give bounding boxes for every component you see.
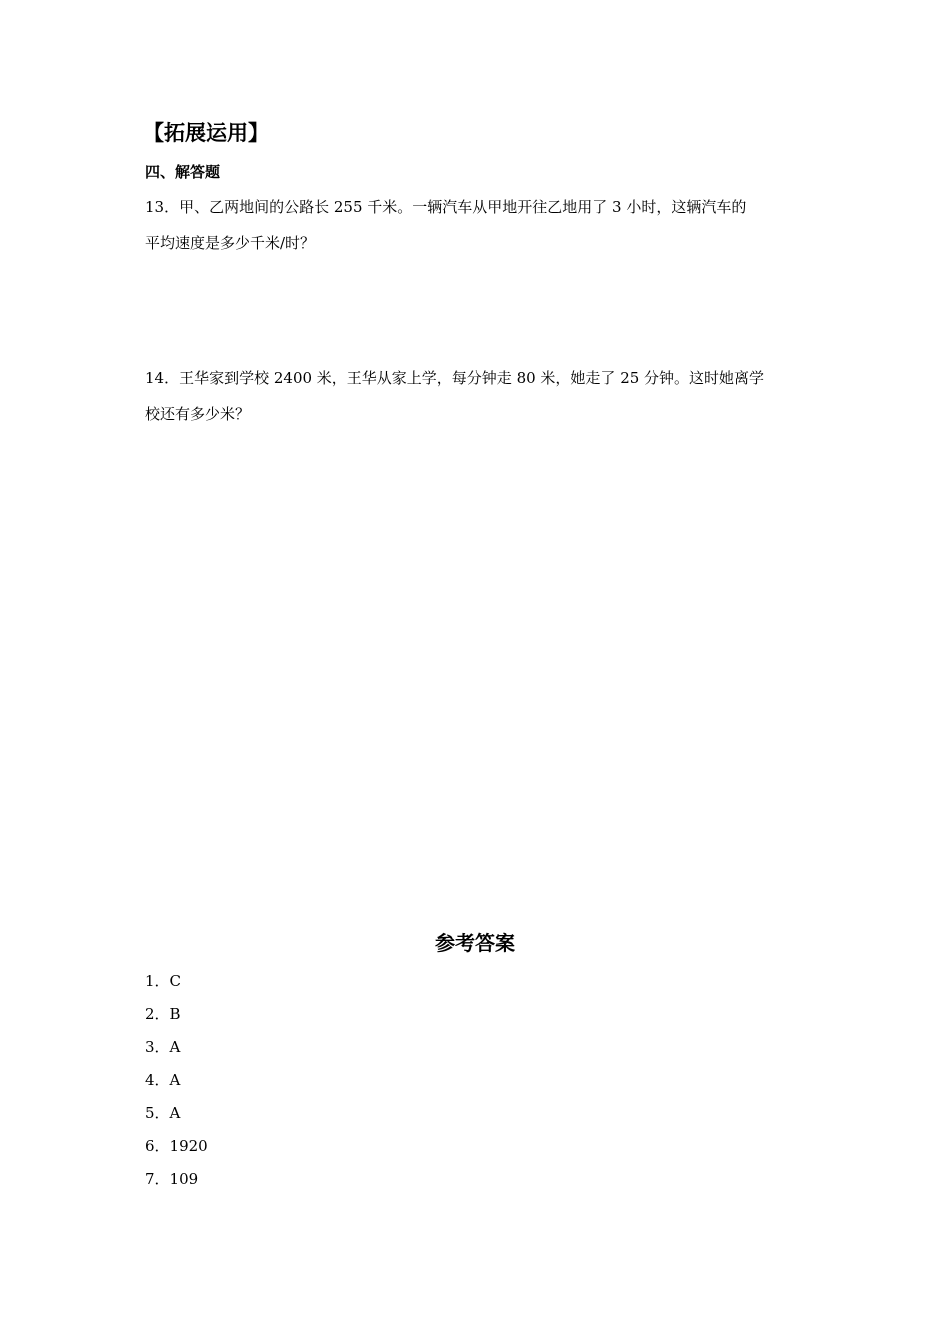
question-14-line-1: 14．王华家到学校 2400 米，王华从家上学，每分钟走 80 米，她走了 25 分钟。这时她离学: [145, 369, 765, 387]
answer-item: 4．A: [145, 1071, 181, 1089]
section-subtitle: 四、解答题: [145, 163, 221, 181]
question-14-line-2: 校还有多少米？: [145, 405, 251, 423]
answer-item: 6．1920: [145, 1137, 208, 1155]
answer-item: 2．B: [145, 1005, 181, 1023]
answers-title: 参考答案: [435, 931, 515, 955]
answer-item: 3．A: [145, 1038, 181, 1056]
answer-item: 1．C: [145, 972, 182, 990]
question-13-line-1: 13．甲、乙两地间的公路长 255 千米。一辆汽车从甲地开往乙地用了 3 小时，这辆汽车的: [145, 198, 747, 216]
answer-item: 5．A: [145, 1104, 181, 1122]
answer-item: 7．109: [145, 1170, 199, 1188]
question-13-line-2: 平均速度是多少千米/时？: [145, 234, 316, 252]
section-title: 【拓展运用】: [143, 121, 269, 145]
